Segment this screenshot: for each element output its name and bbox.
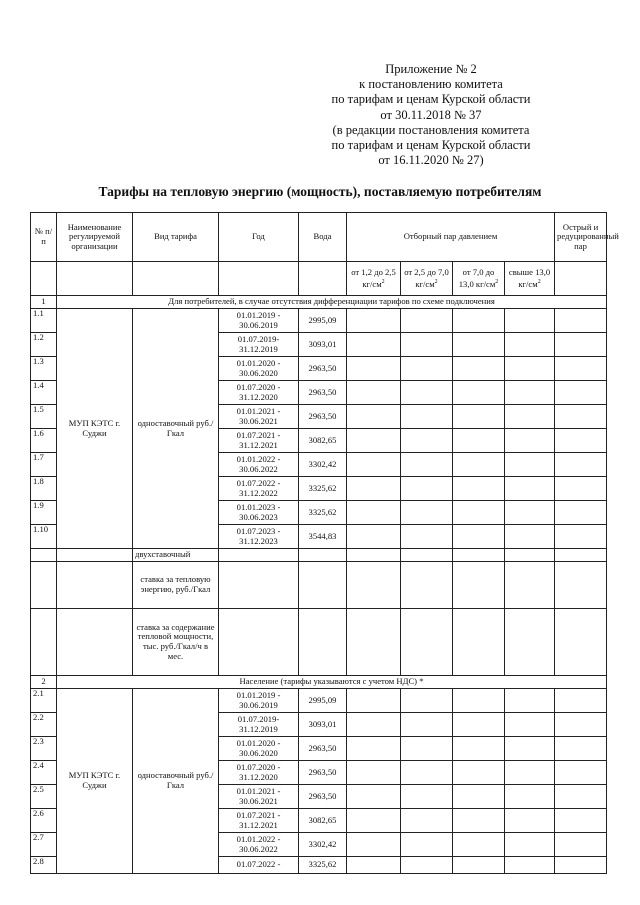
tariff-table [30, 212, 619, 874]
row-period: 01.01.2022 - 30.06.2022 [219, 453, 299, 477]
table-row [31, 309, 607, 333]
empty-cell [299, 549, 347, 562]
empty-cell [401, 549, 453, 562]
row-period: 01.07.2021 - 31.12.2021 [219, 809, 299, 833]
row-num: 2.1 [31, 689, 57, 713]
empty-cell [555, 785, 607, 809]
empty-cell [505, 405, 555, 429]
row-period: 01.07.2020 - 31.12.2020 [219, 381, 299, 405]
empty-cell [299, 609, 347, 676]
empty-cell [505, 501, 555, 525]
empty-cell [347, 309, 401, 333]
empty-cell [505, 309, 555, 333]
empty-cell [347, 549, 401, 562]
row-num: 1.2 [31, 333, 57, 357]
tariff-kind: одноставочный руб./Гкал [133, 309, 219, 549]
row-water: 3325,62 [299, 501, 347, 525]
row-water: 2963,50 [299, 785, 347, 809]
empty-cell [347, 381, 401, 405]
row-num: 2.6 [31, 809, 57, 833]
section-label: Население (тарифы указываются с учетом НДС) * [57, 676, 607, 689]
empty-cell [401, 333, 453, 357]
empty-cell [347, 525, 401, 549]
empty-cell [401, 737, 453, 761]
row-water: 3302,42 [299, 833, 347, 857]
empty-cell [505, 833, 555, 857]
empty-cell [31, 562, 57, 609]
empty-cell [555, 689, 607, 713]
empty-cell [453, 357, 505, 381]
header-sup: 2 [434, 278, 438, 285]
empty-cell [347, 833, 401, 857]
row-num: 1.7 [31, 453, 57, 477]
header-pressure-3-text: от 7,0 до 13,0 кг/см [458, 266, 496, 289]
header-sup: 2 [537, 278, 541, 285]
row-num: 2.5 [31, 785, 57, 809]
section-row [31, 676, 607, 689]
header-pressure-1-text: от 1,2 до 2,5 кг/см [351, 266, 396, 289]
header-pressure-2-text: от 2,5 до 7,0 кг/см [404, 266, 449, 289]
row-water: 2963,50 [299, 381, 347, 405]
row-water: 2963,50 [299, 357, 347, 381]
empty-cell [555, 405, 607, 429]
empty-cell [453, 689, 505, 713]
empty-cell [453, 477, 505, 501]
row-water: 3093,01 [299, 713, 347, 737]
appendix-block [300, 62, 562, 168]
header-num: № п/п [31, 213, 57, 262]
org-name: МУП КЭТС г. Суджи [57, 309, 133, 549]
empty-cell [401, 713, 453, 737]
empty-cell [401, 857, 453, 874]
empty-cell [453, 525, 505, 549]
row-water: 3544,83 [299, 525, 347, 549]
empty-cell [505, 689, 555, 713]
empty-cell [555, 609, 607, 676]
empty-cell [453, 381, 505, 405]
empty-cell [57, 562, 133, 609]
header-year: Год [219, 213, 299, 262]
empty-cell [401, 562, 453, 609]
empty-cell [505, 737, 555, 761]
empty-cell [453, 429, 505, 453]
empty-cell [347, 689, 401, 713]
empty-cell [555, 833, 607, 857]
empty-cell [401, 761, 453, 785]
appendix-line: (в редакции постановления комитета [332, 122, 530, 137]
empty-cell [505, 609, 555, 676]
empty-cell [555, 453, 607, 477]
empty-cell [401, 689, 453, 713]
empty-cell [505, 453, 555, 477]
empty-cell [505, 357, 555, 381]
row-water: 2963,50 [299, 761, 347, 785]
empty-cell [555, 309, 607, 333]
empty-cell [453, 501, 505, 525]
row-num: 1.6 [31, 429, 57, 453]
empty-cell [505, 857, 555, 874]
row-water: 3325,62 [299, 477, 347, 501]
empty-cell [347, 713, 401, 737]
header-empty [31, 262, 57, 296]
empty-cell [453, 309, 505, 333]
empty-cell [505, 381, 555, 405]
empty-cell [555, 809, 607, 833]
header-kind: Вид тарифа [133, 213, 219, 262]
empty-cell [505, 549, 555, 562]
row-num: 2.8 [31, 857, 57, 874]
row-water: 3302,42 [299, 453, 347, 477]
empty-cell [347, 562, 401, 609]
row-water: 3082,65 [299, 809, 347, 833]
empty-cell [347, 761, 401, 785]
empty-cell [347, 809, 401, 833]
empty-cell [347, 785, 401, 809]
empty-cell [555, 761, 607, 785]
empty-cell [505, 477, 555, 501]
empty-cell [505, 785, 555, 809]
row-num: 1.5 [31, 405, 57, 429]
empty-cell [401, 525, 453, 549]
row-num: 2.3 [31, 737, 57, 761]
empty-cell [347, 477, 401, 501]
appendix-line: к постановлению комитета [359, 77, 503, 92]
row-period: 01.01.2019 - 30.06.2019 [219, 309, 299, 333]
empty-cell [31, 609, 57, 676]
two-rate-row [31, 549, 607, 562]
header-steam: Отборный пар давлением [347, 213, 555, 262]
header-pressure-4 [505, 262, 555, 296]
table-row [31, 689, 607, 713]
appendix-line: от 30.11.2018 № 37 [380, 107, 482, 122]
header-empty [299, 262, 347, 296]
header-sup: 2 [495, 278, 499, 285]
row-period: 01.07.2019- 31.12.2019 [219, 333, 299, 357]
row-period: 01.01.2021 - 30.06.2021 [219, 405, 299, 429]
row-num: 2.2 [31, 713, 57, 737]
empty-cell [347, 609, 401, 676]
row-water: 3082,65 [299, 429, 347, 453]
empty-cell [453, 333, 505, 357]
empty-cell [453, 785, 505, 809]
empty-cell [555, 333, 607, 357]
empty-cell [347, 501, 401, 525]
row-num: 1.10 [31, 525, 57, 549]
row-period: 01.01.2023 - 30.06.2023 [219, 501, 299, 525]
empty-cell [57, 609, 133, 676]
empty-cell [401, 429, 453, 453]
empty-cell [505, 525, 555, 549]
row-num: 1.8 [31, 477, 57, 501]
rate-energy-row [31, 562, 607, 609]
empty-cell [453, 453, 505, 477]
empty-cell [347, 429, 401, 453]
appendix-line: по тарифам и ценам Курской области [331, 92, 531, 107]
empty-cell [299, 562, 347, 609]
empty-cell [555, 713, 607, 737]
empty-cell [555, 737, 607, 761]
empty-cell [401, 405, 453, 429]
row-num: 1.1 [31, 309, 57, 333]
empty-cell [505, 761, 555, 785]
row-water: 2963,50 [299, 737, 347, 761]
row-water: 2995,09 [299, 309, 347, 333]
header-sup: 2 [381, 278, 385, 285]
header-sharp-steam: Острый и редуцированный пар [555, 213, 607, 262]
rate-power: ставка за содержание тепловой мощности, тыс. руб./Гкал/ч в мес. [133, 609, 219, 676]
empty-cell [453, 833, 505, 857]
row-water: 3325,62 [299, 857, 347, 874]
empty-cell [453, 809, 505, 833]
empty-cell [401, 453, 453, 477]
empty-cell [555, 525, 607, 549]
row-period: 01.01.2019 - 30.06.2019 [219, 689, 299, 713]
header-pressure-3 [453, 262, 505, 296]
empty-cell [453, 857, 505, 874]
empty-cell [57, 549, 133, 562]
empty-cell [401, 357, 453, 381]
empty-cell [555, 857, 607, 874]
header-empty [133, 262, 219, 296]
empty-cell [347, 857, 401, 874]
row-period: 01.07.2022 - 31.12.2022 [219, 477, 299, 501]
section-num: 1 [31, 296, 57, 309]
row-num: 1.3 [31, 357, 57, 381]
empty-cell [347, 357, 401, 381]
header-org: Наименование регулируемой организации [57, 213, 133, 262]
row-water: 2963,50 [299, 405, 347, 429]
appendix-line: Приложение № 2 [385, 62, 477, 76]
empty-cell [453, 737, 505, 761]
empty-cell [401, 833, 453, 857]
row-water: 3093,01 [299, 333, 347, 357]
empty-cell [347, 405, 401, 429]
empty-cell [453, 713, 505, 737]
empty-cell [401, 809, 453, 833]
empty-cell [453, 405, 505, 429]
empty-cell [555, 562, 607, 609]
section-label: Для потребителей, в случае отсутствия дифференциации тарифов по схеме подключения [57, 296, 607, 309]
empty-cell [401, 501, 453, 525]
tariff-kind-two: двухставочный [133, 549, 219, 562]
header-water: Вода [299, 213, 347, 262]
empty-cell [505, 809, 555, 833]
empty-cell [219, 562, 299, 609]
row-period: 01.07.2023 - 31.12.2023 [219, 525, 299, 549]
row-num: 2.7 [31, 833, 57, 857]
rate-energy: ставка за тепловую энергию, руб./Гкал [133, 562, 219, 609]
empty-cell [505, 429, 555, 453]
row-period: 01.01.2020 - 30.06.2020 [219, 737, 299, 761]
appendix-line: от 16.11.2020 № 27) [378, 153, 484, 168]
header-pressure-4-text: свыше 13,0 кг/см [508, 266, 551, 289]
header-empty [219, 262, 299, 296]
empty-cell [555, 357, 607, 381]
empty-cell [401, 477, 453, 501]
row-period: 01.01.2021 - 30.06.2021 [219, 785, 299, 809]
empty-cell [453, 562, 505, 609]
empty-cell [347, 333, 401, 357]
empty-cell [31, 549, 57, 562]
empty-cell [347, 737, 401, 761]
empty-cell [505, 713, 555, 737]
empty-cell [555, 381, 607, 405]
empty-cell [453, 609, 505, 676]
row-period: 01.07.2019- 31.12.2019 [219, 713, 299, 737]
empty-cell [505, 562, 555, 609]
appendix-line: по тарифам и ценам Курской области [331, 138, 531, 153]
empty-cell [347, 453, 401, 477]
empty-cell [555, 477, 607, 501]
empty-cell [555, 429, 607, 453]
empty-cell [219, 609, 299, 676]
org-name: МУП КЭТС г. Суджи [57, 689, 133, 874]
row-num: 1.4 [31, 381, 57, 405]
empty-cell [401, 609, 453, 676]
row-num: 2.4 [31, 761, 57, 785]
header-empty [555, 262, 607, 296]
row-period: 01.07.2022 - [219, 857, 299, 874]
empty-cell [555, 501, 607, 525]
row-period: 01.07.2020 - 31.12.2020 [219, 761, 299, 785]
empty-cell [401, 381, 453, 405]
row-period: 01.07.2021 - 31.12.2021 [219, 429, 299, 453]
empty-cell [453, 761, 505, 785]
row-period: 01.01.2020 - 30.06.2020 [219, 357, 299, 381]
header-empty [57, 262, 133, 296]
row-num: 1.9 [31, 501, 57, 525]
tariff-kind: одноставочный руб./Гкал [133, 689, 219, 874]
row-period: 01.01.2022 - 30.06.2022 [219, 833, 299, 857]
empty-cell [219, 549, 299, 562]
header-pressure-2 [401, 262, 453, 296]
empty-cell [401, 309, 453, 333]
row-water: 2995,09 [299, 689, 347, 713]
rate-power-row [31, 609, 607, 676]
page-title: Тарифы на тепловую энергию (мощность), поставляемую потребителям [98, 184, 542, 199]
empty-cell [555, 549, 607, 562]
empty-cell [401, 785, 453, 809]
empty-cell [453, 549, 505, 562]
section-row [31, 296, 607, 309]
empty-cell [505, 333, 555, 357]
section-num: 2 [31, 676, 57, 689]
header-pressure-1 [347, 262, 401, 296]
